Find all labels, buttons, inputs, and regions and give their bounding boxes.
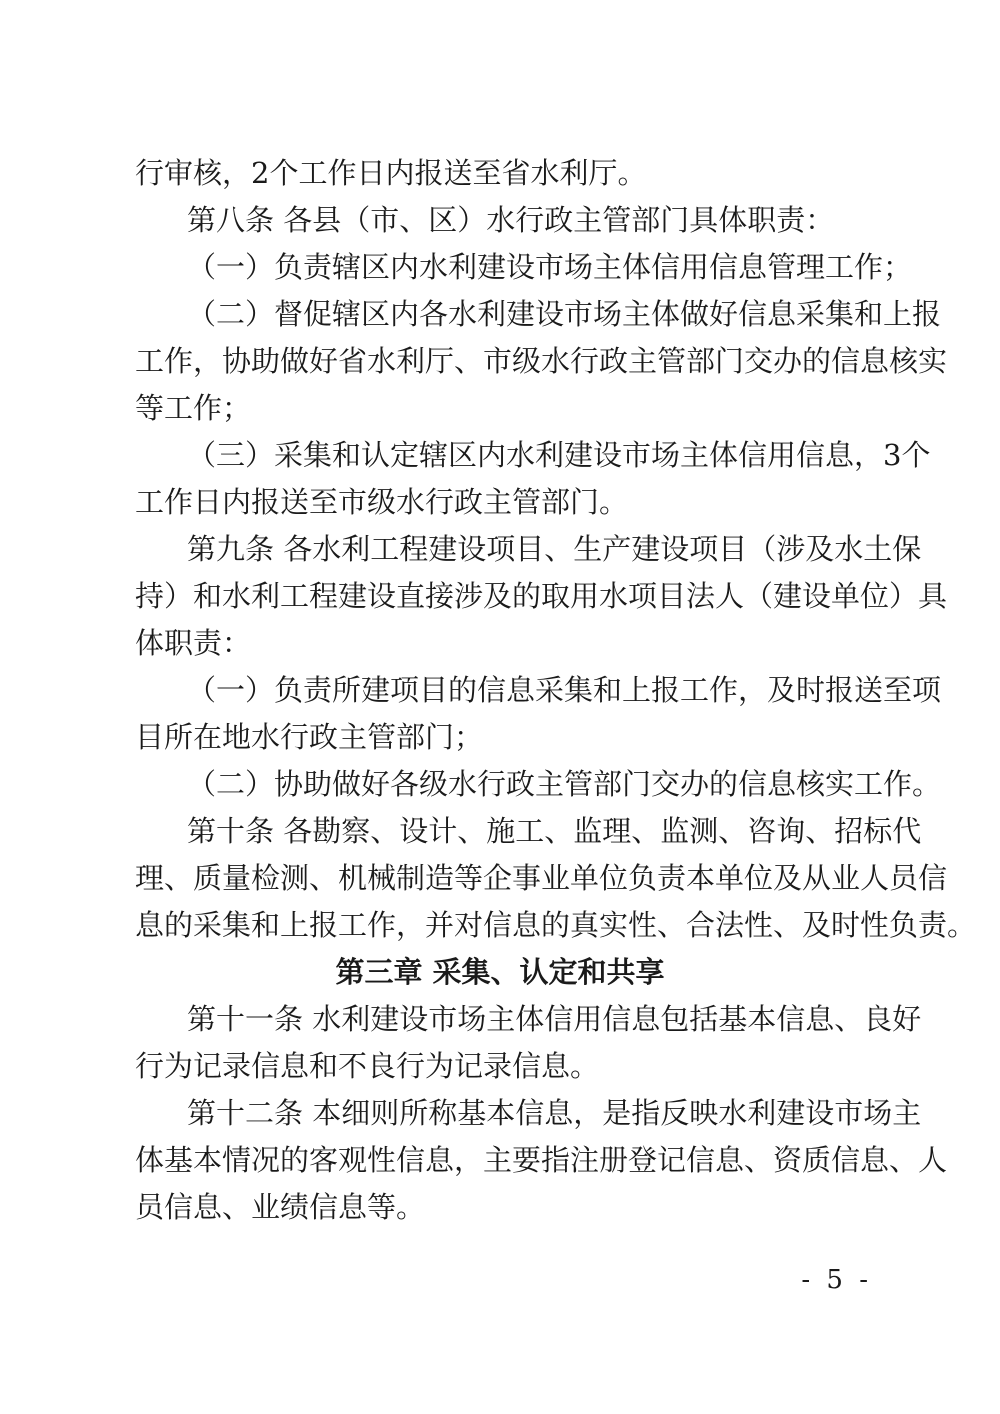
paragraph-line: 行为记录信息和不良行为记录信息。 (135, 1049, 600, 1083)
paragraph-line: 息的采集和上报工作，并对信息的真实性、合法性、及时性负责。 (135, 908, 977, 942)
paragraph-line: 工作日内报送至市级水行政主管部门。 (135, 485, 629, 519)
article-10-heading-line: 第十条 各勘察、设计、施工、监理、监测、咨询、招标代 (187, 814, 922, 848)
article-9-heading-line: 第九条 各水利工程建设项目、生产建设项目（涉及水土保 (187, 532, 922, 566)
paragraph-line: （二）督促辖区内各水利建设市场主体做好信息采集和上报 (187, 297, 942, 331)
paragraph-line: 体职责： (135, 626, 252, 660)
paragraph-line: 员信息、业绩信息等。 (135, 1190, 426, 1224)
paragraph-line: 体基本情况的客观性信息，主要指注册登记信息、资质信息、人 (135, 1143, 948, 1177)
paragraph-line: 等工作； (135, 391, 252, 425)
paragraph-line: 理、质量检测、机械制造等企事业单位负责本单位及从业人员信 (135, 861, 948, 895)
chapter-heading: 第三章 采集、认定和共享 (335, 955, 665, 989)
paragraph-line: （二）协助做好各级水行政主管部门交办的信息核实工作。 (187, 767, 942, 801)
paragraph-line: （三）采集和认定辖区内水利建设市场主体信用信息，3个 (187, 438, 931, 472)
paragraph-line: （一）负责所建项目的信息采集和上报工作，及时报送至项 (187, 673, 942, 707)
paragraph-line: 工作，协助做好省水利厅、市级水行政主管部门交办的信息核实 (135, 344, 948, 378)
paragraph-line: 持）和水利工程建设直接涉及的取用水项目法人（建设单位）具 (135, 579, 948, 613)
paragraph-line: 目所在地水行政主管部门； (135, 720, 484, 754)
page-number: - 5 - (801, 1265, 872, 1295)
paragraph-line: （一）负责辖区内水利建设市场主体信用信息管理工作； (187, 250, 913, 284)
article-8-heading-line: 第八条 各县（市、区）水行政主管部门具体职责： (187, 203, 835, 237)
article-11-heading-line: 第十一条 水利建设市场主体信用信息包括基本信息、良好 (187, 1002, 922, 1036)
article-12-heading-line: 第十二条 本细则所称基本信息，是指反映水利建设市场主 (187, 1096, 922, 1130)
paragraph-line: 行审核，2个工作日内报送至省水利厅。 (135, 156, 647, 190)
